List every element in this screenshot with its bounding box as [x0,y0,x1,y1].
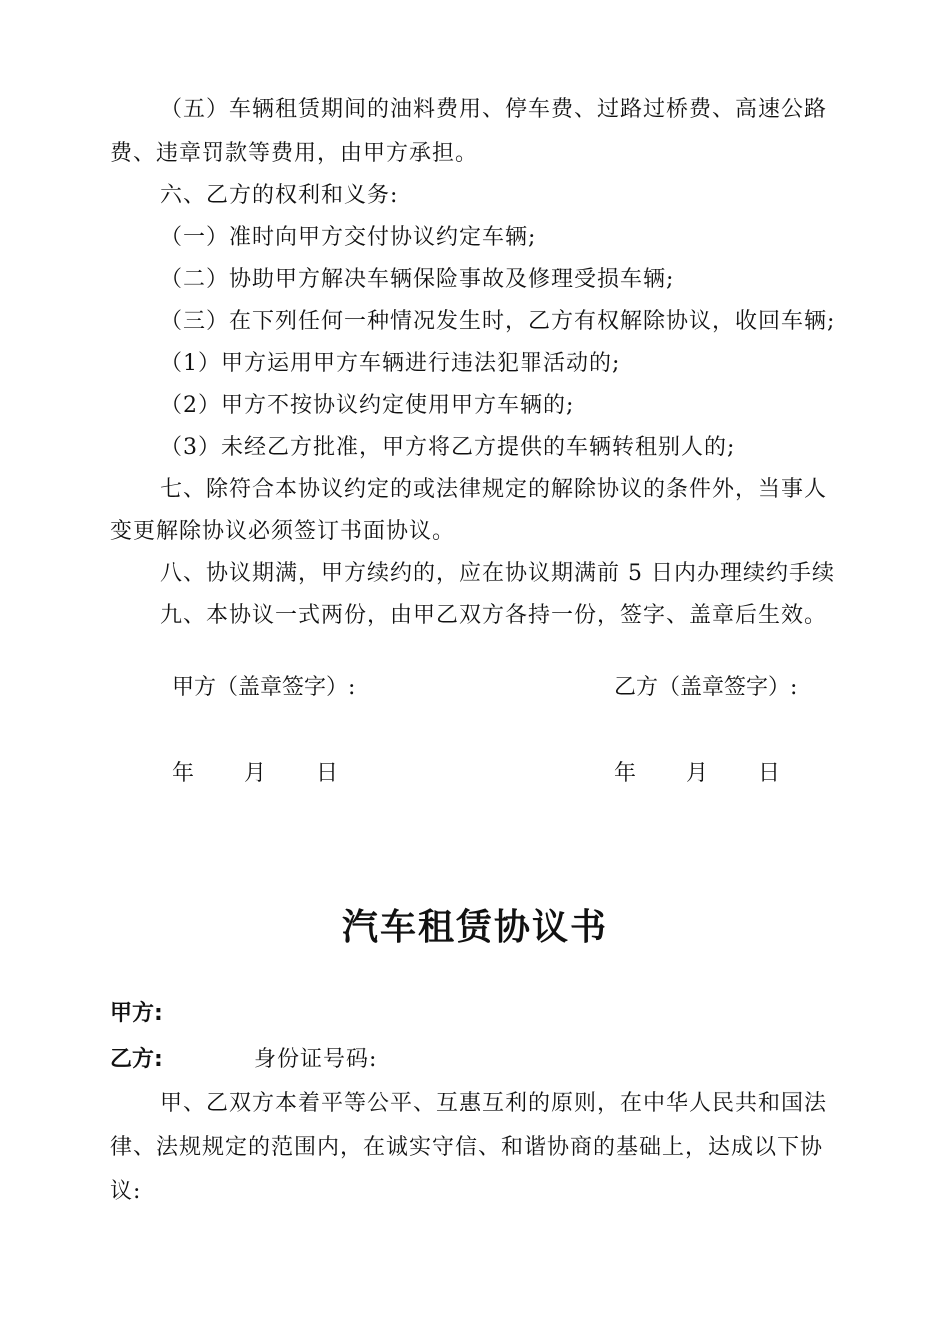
party-b-year: 年 [614,761,637,786]
section-6-item-3-2: （2）甲方不按协议约定使用甲方车辆的; [160,393,575,418]
clause-5-line-2: 费、违章罚款等费用，由甲方承担。 [110,141,479,166]
document-title: 汽车租赁协议书 [341,907,608,948]
party-a-label: 甲方: [110,1001,163,1026]
section-6-item-2: （二）协助甲方解决车辆保险事故及修理受损车辆; [160,267,675,292]
section-7-line-1: 七、除符合本协议约定的或法律规定的解除协议的条件外，当事人 [160,477,828,502]
clause-5-line-1: （五）车辆租赁期间的油料费用、停车费、过路过桥费、高速公路 [160,97,828,122]
intro-line-2: 律、法规规定的范围内，在诚实守信、和谐协商的基础上，达成以下协 [110,1135,824,1160]
party-b-day: 日 [758,761,781,786]
section-9: 九、本协议一式两份，由甲乙双方各持一份，签字、盖章后生效。 [160,603,828,628]
intro-line-1: 甲、乙双方本着平等公平、互惠互利的原则，在中华人民共和国法 [160,1091,828,1116]
party-b-month: 月 [686,761,709,786]
section-6-item-3-1: （1）甲方运用甲方车辆进行违法犯罪活动的; [160,351,621,376]
section-6-item-3-3: （3）未经乙方批准，甲方将乙方提供的车辆转租别人的; [160,435,736,460]
party-b-label: 乙方: [110,1047,163,1072]
party-b-date [614,760,780,788]
section-7-line-2: 变更解除协议必须签订书面协议。 [110,519,456,544]
section-6-item-3: （三）在下列任何一种情况发生时，乙方有权解除协议，收回车辆; [160,309,836,334]
section-6-heading: 六、乙方的权利和义务: [160,183,399,208]
party-a-date [172,760,338,788]
party-a-signature-label: 甲方（盖章签字）: [172,675,356,700]
party-b-signature-label: 乙方（盖章签字）: [614,675,798,700]
id-number-label: 身份证号码: [254,1047,378,1072]
intro-line-3: 议: [110,1179,142,1204]
party-a-day: 日 [316,761,339,786]
party-a-year: 年 [172,761,195,786]
party-a-month: 月 [244,761,267,786]
section-8: 八、协议期满，甲方续约的，应在协议期满前 5 日内办理续约手续 [160,561,835,586]
section-6-item-1: （一）准时向甲方交付协议约定车辆; [160,225,537,250]
